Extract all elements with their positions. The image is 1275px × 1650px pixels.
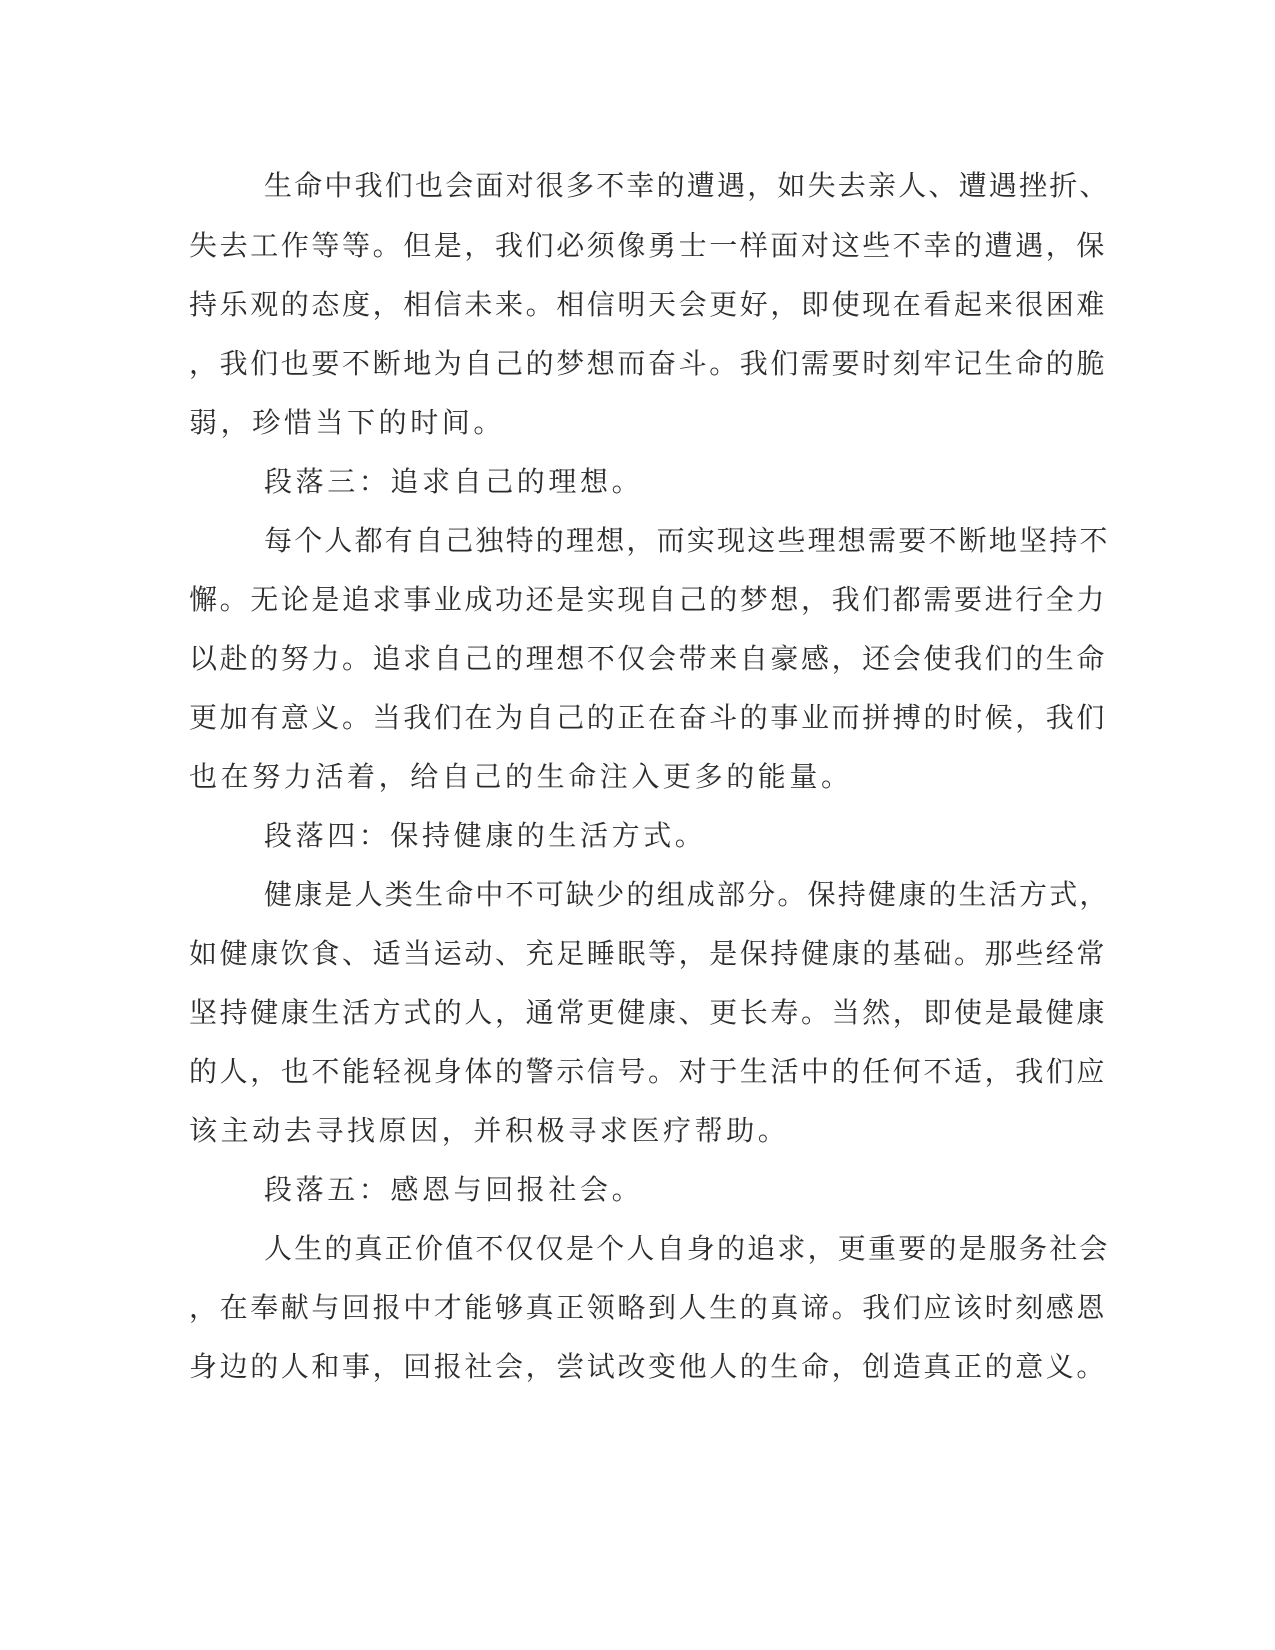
paragraph-2-line-5: 弱，珍惜当下的时间。 [189, 406, 506, 439]
paragraph-3-line-1: 每个人都有自己独特的理想，而实现这些理想需要不断地坚持不 [264, 524, 1110, 557]
paragraph-4-line-2: 如健康饮食、适当运动、充足睡眠等，是保持健康的基础。那些经常 [189, 937, 1108, 970]
paragraph-3-line-4: 更加有意义。当我们在为自己的正在奋斗的事业而拼搏的时候，我们 [189, 701, 1108, 734]
section-heading-3: 段落三：追求自己的理想。 [264, 465, 644, 498]
section-heading-5: 段落五：感恩与回报社会。 [264, 1173, 644, 1206]
paragraph-4-line-3: 坚持健康生活方式的人，通常更健康、更长寿。当然，即使是最健康 [189, 996, 1108, 1029]
paragraph-5-line-3: 身边的人和事，回报社会，尝试改变他人的生命，创造真正的意义。 [189, 1350, 1108, 1383]
paragraph-4-line-5: 该主动去寻找原因，并积极寻求医疗帮助。 [189, 1114, 790, 1147]
paragraph-5-line-2: ，在奉献与回报中才能够真正领略到人生的真谛。我们应该时刻感恩 [189, 1291, 1108, 1324]
paragraph-2-line-2: 失去工作等等。但是，我们必须像勇士一样面对这些不幸的遭遇，保 [189, 229, 1108, 262]
paragraph-3-line-3: 以赴的努力。追求自己的理想不仅会带来自豪感，还会使我们的生命 [189, 642, 1108, 675]
paragraph-2-line-4: ，我们也要不断地为自己的梦想而奋斗。我们需要时刻牢记生命的脆 [189, 347, 1108, 380]
paragraph-3-line-2: 懈。无论是追求事业成功还是实现自己的梦想，我们都需要进行全力 [189, 583, 1108, 616]
paragraph-2-line-1: 生命中我们也会面对很多不幸的遭遇，如失去亲人、遭遇挫折、 [264, 169, 1110, 202]
paragraph-2-line-3: 持乐观的态度，相信未来。相信明天会更好，即使现在看起来很困难 [189, 288, 1108, 321]
paragraph-5-line-1: 人生的真正价值不仅仅是个人自身的追求，更重要的是服务社会 [264, 1232, 1110, 1265]
paragraph-4-line-4: 的人，也不能轻视身体的警示信号。对于生活中的任何不适，我们应 [189, 1055, 1108, 1088]
paragraph-3-line-5: 也在努力活着，给自己的生命注入更多的能量。 [189, 760, 853, 793]
section-heading-4: 段落四：保持健康的生活方式。 [264, 819, 707, 852]
paragraph-4-line-1: 健康是人类生命中不可缺少的组成部分。保持健康的生活方式， [264, 878, 1110, 911]
